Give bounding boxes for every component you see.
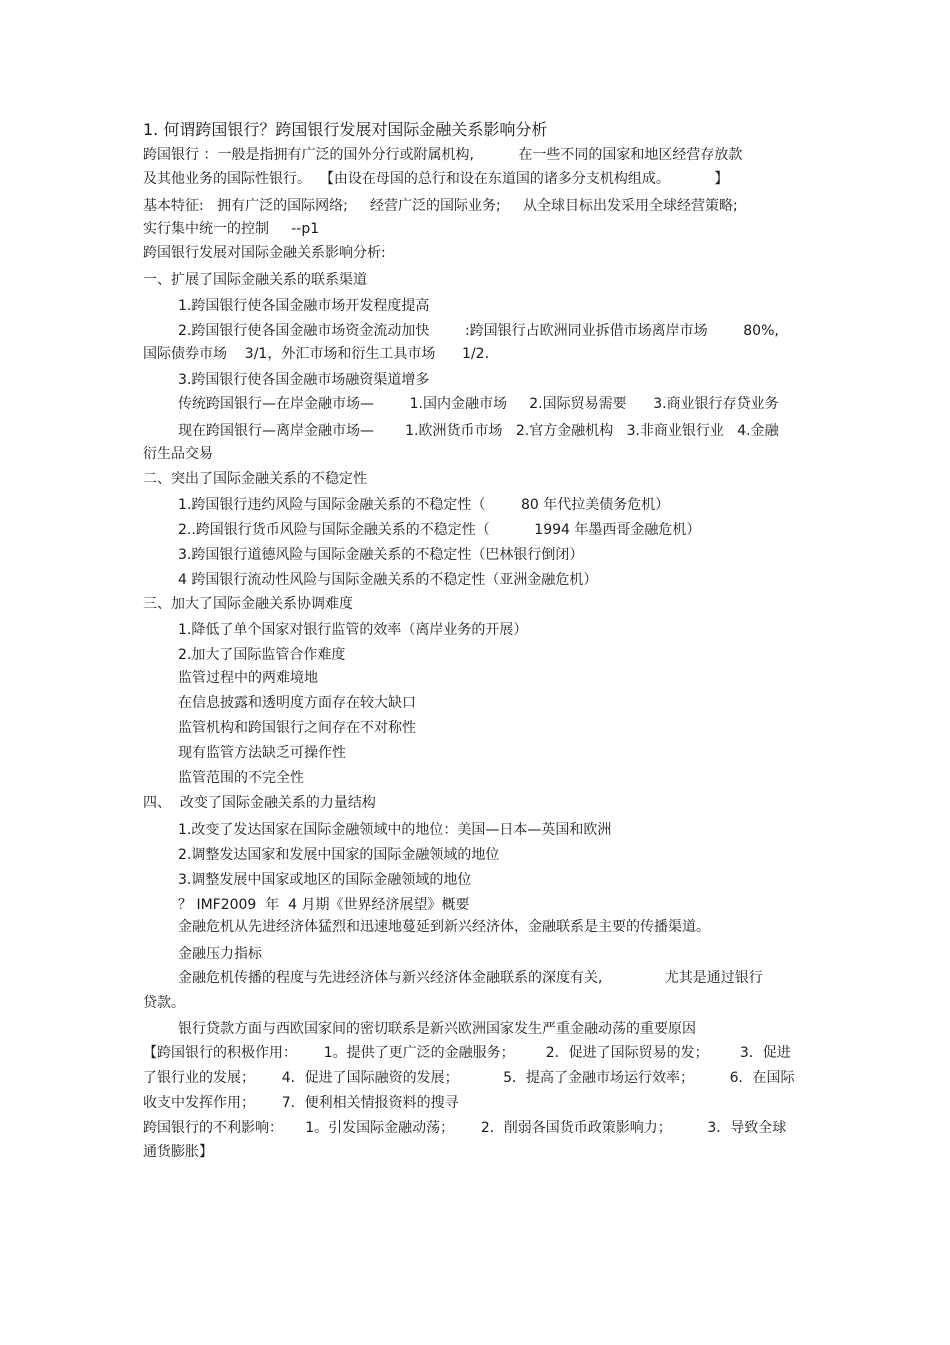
text-line: 1.改变了发达国家在国际金融领域中的地位：美国—日本—英国和欧洲: [178, 822, 612, 838]
section-heading: 一、扩展了国际金融关系的联系渠道: [143, 272, 367, 288]
text-line: 跨国银行的不利影响： 1。引发国际金融动荡； 2．削弱各国货币政策影响力； 3．导致全球: [143, 1120, 787, 1136]
text-line: 监管范围的不完全性: [178, 770, 304, 786]
text-line: 跨国银行 ：一般是指拥有广泛的国外分行或附属机构, 在一些不同的国家和地区经营存放款: [143, 147, 743, 163]
text-line: ？ IMF2009 年 4 月期《世界经济展望》概要: [178, 897, 470, 913]
text-line: 贷款。: [143, 995, 185, 1011]
text-line: 跨国银行发展对国际金融关系影响分析:: [143, 245, 386, 261]
text-line: 2.调整发达国家和发展中国家的国际金融领域的地位: [178, 847, 500, 863]
text-line: 在信息披露和透明度方面存在较大缺口: [178, 695, 416, 711]
text-line: 通货膨胀】: [143, 1144, 213, 1160]
text-line: 基本特征: 拥有广泛的国际网络; 经营广泛的国际业务; 从全球目标出发采用全球经营策略;: [143, 198, 738, 214]
text-line: 国际债券市场 3/1，外汇市场和衍生工具市场 1/2.: [143, 346, 490, 362]
text-line: 衍生品交易: [143, 446, 213, 462]
text-line: 4 跨国银行流动性风险与国际金融关系的不稳定性（亚洲金融危机）: [178, 572, 598, 588]
text-line: 1.跨国银行违约风险与国际金融关系的不稳定性（ 80 年代拉美债务危机）: [178, 497, 670, 513]
text-line: 3.调整发展中国家或地区的国际金融领域的地位: [178, 872, 472, 888]
text-line: 传统跨国银行—在岸金融市场— 1.国内金融市场 2.国际贸易需要 3.商业银行存贷业务: [178, 396, 779, 412]
section-heading: 三、加大了国际金融关系协调难度: [143, 596, 353, 612]
text-line: 监管过程中的两难境地: [178, 670, 318, 686]
text-line: 1.跨国银行使各国金融市场开发程度提高: [178, 298, 430, 314]
text-line: 及其他业务的国际性银行。 【由设在母国的总行和设在东道国的诸多分支机构组成。 】: [143, 171, 729, 187]
text-line: 1.降低了单个国家对银行监管的效率（离岸业务的开展）: [178, 622, 528, 638]
page-title: 1. 何谓跨国银行？跨国银行发展对国际金融关系影响分析: [143, 120, 548, 139]
section-heading: 四、 改变了国际金融关系的力量结构: [143, 795, 376, 811]
text-line: 2.跨国银行使各国金融市场资金流动加快 :跨国银行占欧洲同业拆借市场离岸市场 80%,: [178, 323, 779, 339]
text-line: 收支中发挥作用； 7．便利相关情报资料的搜寻: [143, 1095, 459, 1111]
text-line: 金融危机传播的程度与先进经济体与新兴经济体金融联系的深度有关, 尤其是通过银行: [178, 970, 763, 986]
text-line: 金融危机从先进经济体猛烈和迅速地蔓延到新兴经济体，金融联系是主要的传播渠道。: [178, 919, 710, 935]
text-line: 了银行业的发展； 4．促进了国际融资的发展； 5．提高了金融市场运行效率； 6．在国际: [143, 1070, 795, 1086]
text-line: 现在跨国银行—离岸金融市场— 1.欧洲货币市场 2.官方金融机构 3.非商业银行业 4.金融: [178, 423, 779, 439]
text-line: 现有监管方法缺乏可操作性: [178, 745, 346, 761]
text-line: 银行贷款方面与西欧国家间的密切联系是新兴欧洲国家发生严重金融动荡的重要原因: [178, 1021, 696, 1037]
text-line: 金融压力指标: [178, 946, 262, 962]
text-line: 2.加大了国际监管合作难度: [178, 647, 346, 663]
text-line: 监管机构和跨国银行之间存在不对称性: [178, 720, 416, 736]
text-line: 3.跨国银行使各国金融市场融资渠道增多: [178, 372, 430, 388]
text-line: 实行集中统一的控制 --p1: [143, 221, 320, 237]
text-line: 2..跨国银行货币风险与国际金融关系的不稳定性（ 1994 年墨西哥金融危机）: [178, 522, 701, 538]
text-line: 【跨国银行的积极作用： 1。提供了更广泛的金融服务； 2．促进了国际贸易的发； 3．促进: [143, 1045, 791, 1061]
section-heading: 二、突出了国际金融关系的不稳定性: [143, 471, 367, 487]
text-line: 3.跨国银行道德风险与国际金融关系的不稳定性（巴林银行倒闭）: [178, 547, 584, 563]
